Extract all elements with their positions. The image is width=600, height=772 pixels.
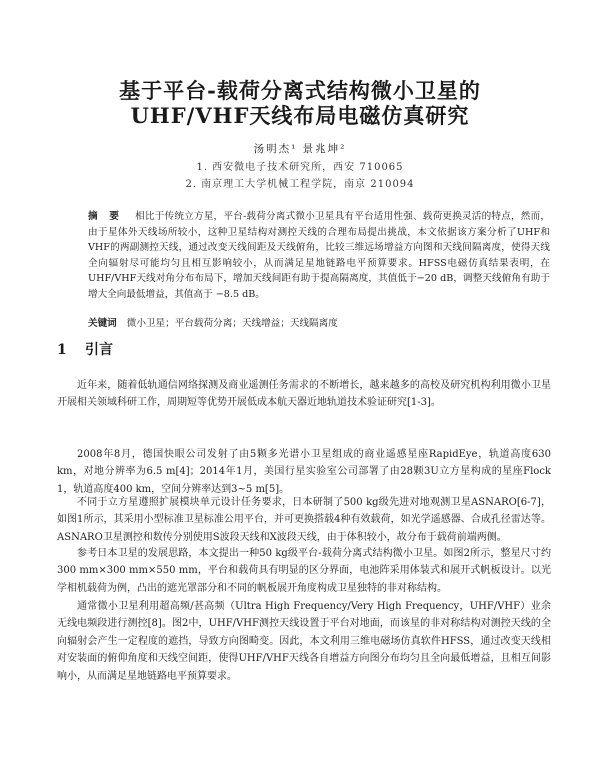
keywords	[88, 316, 550, 331]
paragraph-text: 通常微小卫星利用超高频/甚高频（Ultra High Frequency/Very High Frequency，UHF/VHF）业余无线电频段进行测控[8]。图2中，UHF/VHF测控天线设置于平台对地面，而该星的非对称结构对测控天线的全向辐射会产生一定程度的遮挡，导致方向图畸变。因此，本文利用三维电磁场仿真软件HFSS，通过改变天线相对安装面的俯仰角度和天线空间距，使得UHF/VHF天线各自增益方向图分布均匀且全向最低增益，且相互间影响小，从而满足星地链路电平预算要求。	[57, 601, 551, 682]
section-title: 引言	[85, 342, 113, 358]
body-paragraph-1	[57, 377, 551, 412]
body-paragraph-2	[57, 446, 551, 498]
body-paragraph-4	[57, 545, 551, 597]
paragraph-text: 参考日本卫星的发展思路，本文提出一种50 kg级平台-载荷分离式结构微小卫星。如图2所示，整星尺寸约300 mm×300 mm×550 mm，平台和载荷具有明显的区分界面，电池阵采用体装式和展开式帆板设计。以光学相机载荷为例，凸出的遮光罩部分和不同的帆板展开角度构成卫星独特的非对称结构。	[57, 548, 551, 594]
section-number: 1	[57, 342, 67, 358]
affiliation-2: 2. 南京理工大学机械工程学院，南京 210094	[185, 179, 415, 190]
abstract-text: 相比于传统立方星，平台-载荷分离式微小卫星具有平台适用性强、载荷更换灵活的特点，然而，由于星体外天线场所较小，这种卫星结构对测控天线的合理布局提出挑战，本文依据该方案分析了UHF和VHF的两副测控天线，通过改变天线间距及天线俯角，比较三维远场增益方向图和天线间隔离度，使得天线全向辐射尽可能均匀且相互影响较小，从而满足星地链路电平预算要求。HFSS电磁仿真结果表明，在UHF/VHF天线对角分布布局下，增加天线间距有助于提高隔离度，其值低于−20 dB，调整天线俯角有助于增大全向最低增益，其值高于 −8.5 dB。	[88, 211, 550, 300]
affiliation-1: 1. 西安微电子技术研究所，西安 710065	[196, 162, 404, 173]
body-paragraph-5	[57, 598, 551, 685]
keywords-label: 关键词	[88, 318, 117, 329]
abstract-label: 摘 要	[88, 211, 124, 222]
paper-title-line-2: UHF/VHF天线布局电磁仿真研究	[130, 103, 470, 128]
paper-title-line-1: 基于平台-载荷分离式结构微小卫星的	[119, 78, 481, 103]
paragraph-text: 近年来，随着低轨通信网络探测及商业遥测任务需求的不断增长，越来越多的高校及研究机构利用微小卫星开展相关领域科研工作，周期短等优势开展低成本航天器近地轨道技术验证研究[1-3]。	[57, 380, 551, 409]
keywords-text: 微小卫星；平台载荷分离；天线增益；天线隔离度	[126, 318, 338, 329]
paragraph-text: 不同于立方星遵照扩展模块单元设计任务要求，日本研制了500 kg级先进对地观测卫星ASNARO[6-7]，如图1所示，其采用小型标准卫星标准公用平台，并可更换搭载4种有效载荷，如光学遥感器、合成孔径雷达等。ASNARO卫星测控和数传分别使用S波段天线和X波段天线，由于体积较小，故分布于载荷前端两侧。	[57, 497, 551, 543]
author-list: 汤明杰¹ 景兆坤²	[253, 143, 347, 155]
body-paragraph-3	[57, 494, 551, 546]
section-heading	[57, 339, 113, 359]
abstract	[88, 209, 550, 303]
paragraph-text: 2008年8月，德国快眼公司发射了由5颗多光谱小卫星组成的商业遥感星座RapidEye，轨道高度630 km，对地分辨率为6.5 m[4]；2014年1月，美国行星实验室公司部署了由28颗3U立方星构成的星座Flock 1，轨道高度400 km，空间分辨率达到3~5 m[5]。	[57, 449, 551, 495]
